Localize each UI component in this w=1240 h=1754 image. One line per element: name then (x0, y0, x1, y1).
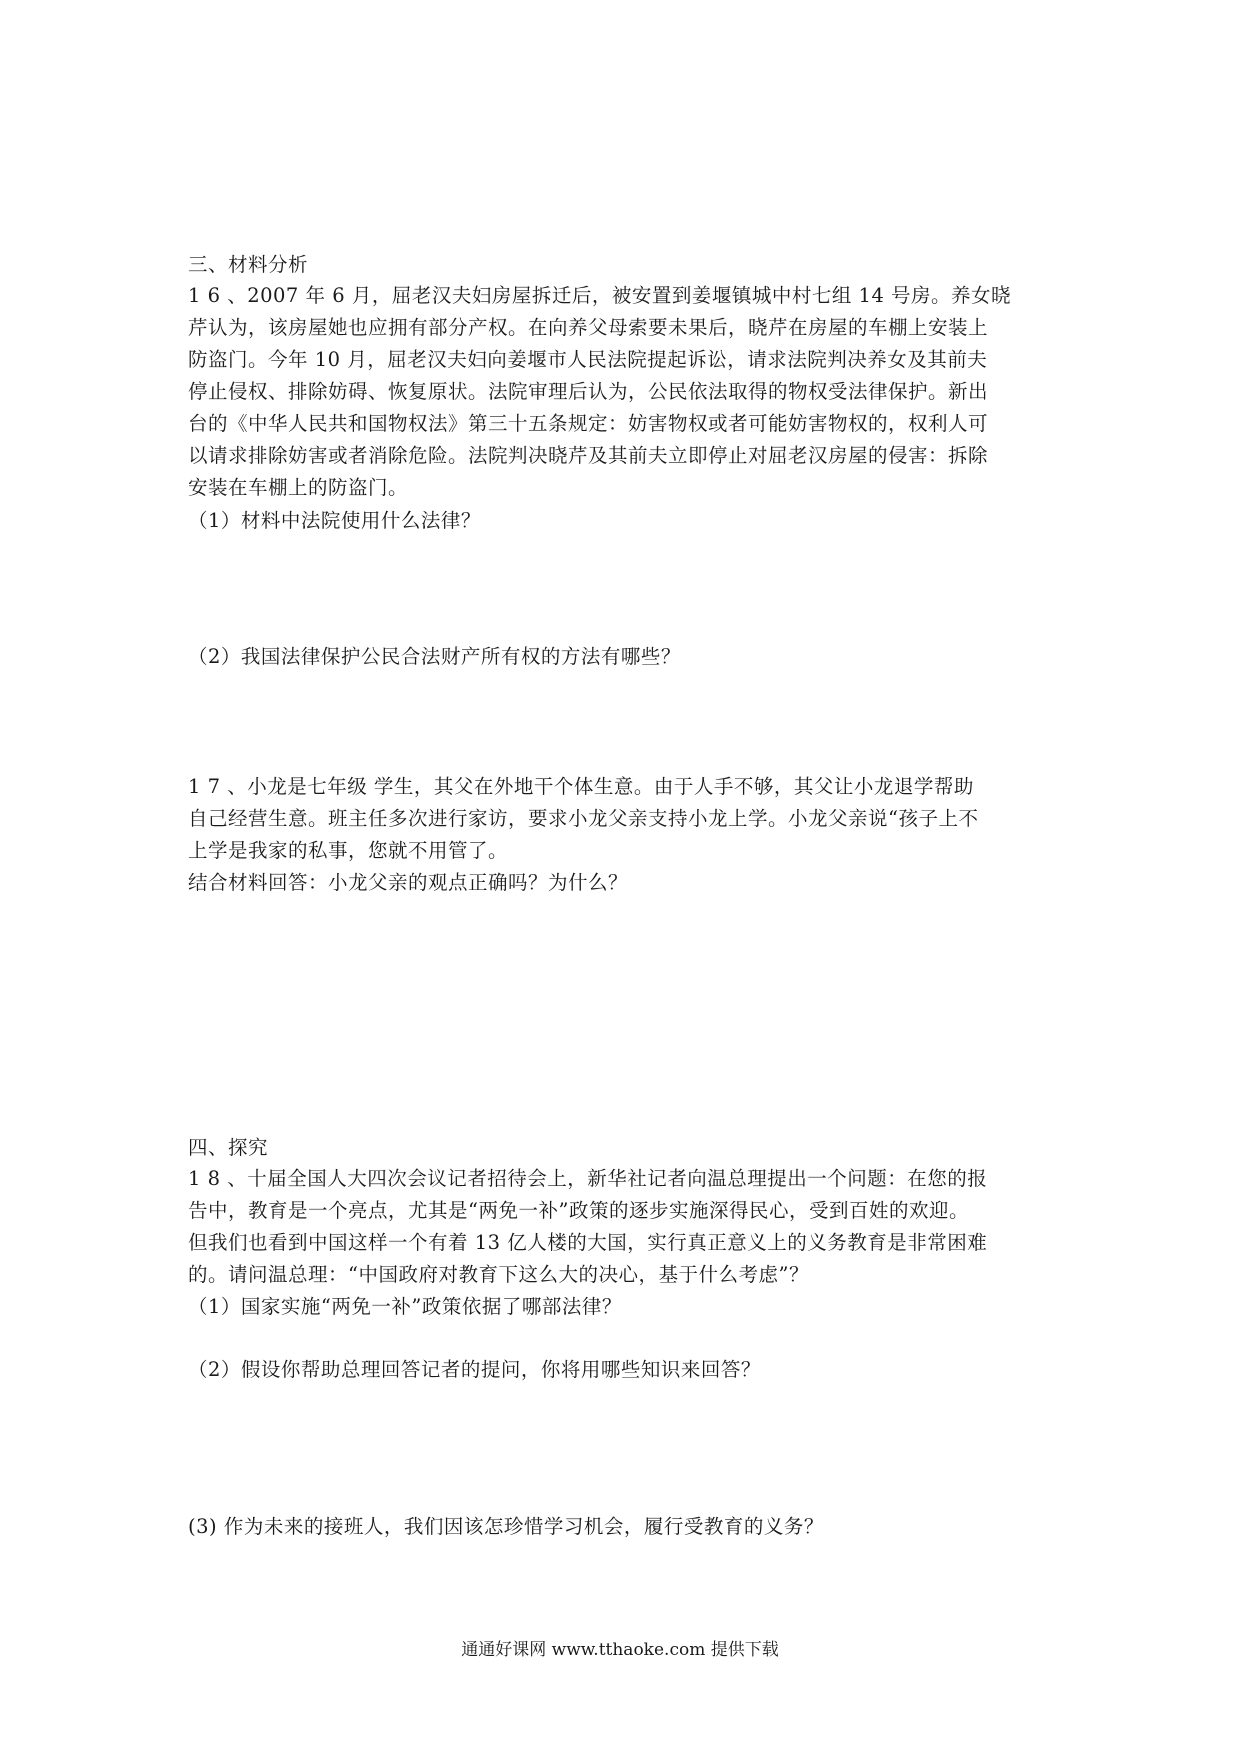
q18-sub-question-1: （1）国家实施“两免一补”政策依据了哪部法律？ (188, 1295, 622, 1318)
q18-line-3: 但我们也看到中国这样一个有着 13 亿人楼的大国，实行真正意义上的义务教育是非常困难 (188, 1231, 988, 1254)
page-footer: 通通好课网 www.tthaoke.com 提供下载 (461, 1640, 779, 1660)
q18-sub-question-2: （2）假设你帮助总理回答记者的提问，你将用哪些知识来回答？ (188, 1358, 761, 1381)
q16-line-3: 防盗门。今年 10 月，屈老汉夫妇向姜堰市人民法院提起诉讼，请求法院判决养女及其前夫 (188, 348, 988, 371)
q17-prompt: 结合材料回答：小龙父亲的观点正确吗？为什么？ (188, 871, 629, 894)
q17-line-1: 1 7 、小龙是七年级 学生，其父在外地干个体生意。由于人手不够，其父让小龙退学帮助 (188, 775, 974, 798)
q16-line-5: 台的《中华人民共和国物权法》第三十五条规定：妨害物权或者可能妨害物权的，权利人可 (188, 412, 989, 435)
q18-line-4: 的。请问温总理：“中国政府对教育下这么大的决心，基于什么考虑”？ (188, 1263, 809, 1286)
q16-line-1: 1 6 、2007 年 6 月，屈老汉夫妇房屋拆迁后，被安置到姜堰镇城中村七组 14 号房。养女晓 (188, 284, 1012, 307)
q17-line-3: 上学是我家的私事，您就不用管了。 (188, 839, 509, 862)
q16-sub-question-2: （2）我国法律保护公民合法财产所有权的方法有哪些？ (188, 645, 681, 668)
q16-line-4: 停止侵权、排除妨碍、恢复原状。法院审理后认为，公民依法取得的物权受法律保护。新出 (188, 380, 989, 403)
q16-line-6: 以请求排除妨害或者消除危险。法院判决晓芹及其前夫立即停止对屈老汉房屋的侵害：拆除 (188, 444, 989, 467)
q17-line-2: 自己经营生意。班主任多次进行家访，要求小龙父亲支持小龙上学。小龙父亲说“孩子上不 (188, 807, 979, 830)
q16-line-2: 芹认为，该房屋她也应拥有部分产权。在向养父母索要未果后，晓芹在房屋的车棚上安装上 (188, 316, 989, 339)
q18-line-1: 1 8 、十届全国人大四次会议记者招待会上，新华社记者向温总理提出一个问题：在您的报 (188, 1167, 988, 1190)
q18-line-2: 告中，教育是一个亮点，尤其是“两免一补”政策的逐步实施深得民心，受到百姓的欢迎。 (188, 1199, 969, 1222)
q16-sub-question-1: （1）材料中法院使用什么法律？ (188, 509, 481, 532)
section-4-heading: 四、探究 (188, 1136, 269, 1159)
section-3-heading: 三、材料分析 (188, 253, 309, 276)
q16-line-7: 安装在车棚上的防盗门。 (188, 476, 409, 499)
q18-sub-question-3: (3) 作为未来的接班人，我们因该怎珍惜学习机会，履行受教育的义务？ (188, 1515, 824, 1538)
